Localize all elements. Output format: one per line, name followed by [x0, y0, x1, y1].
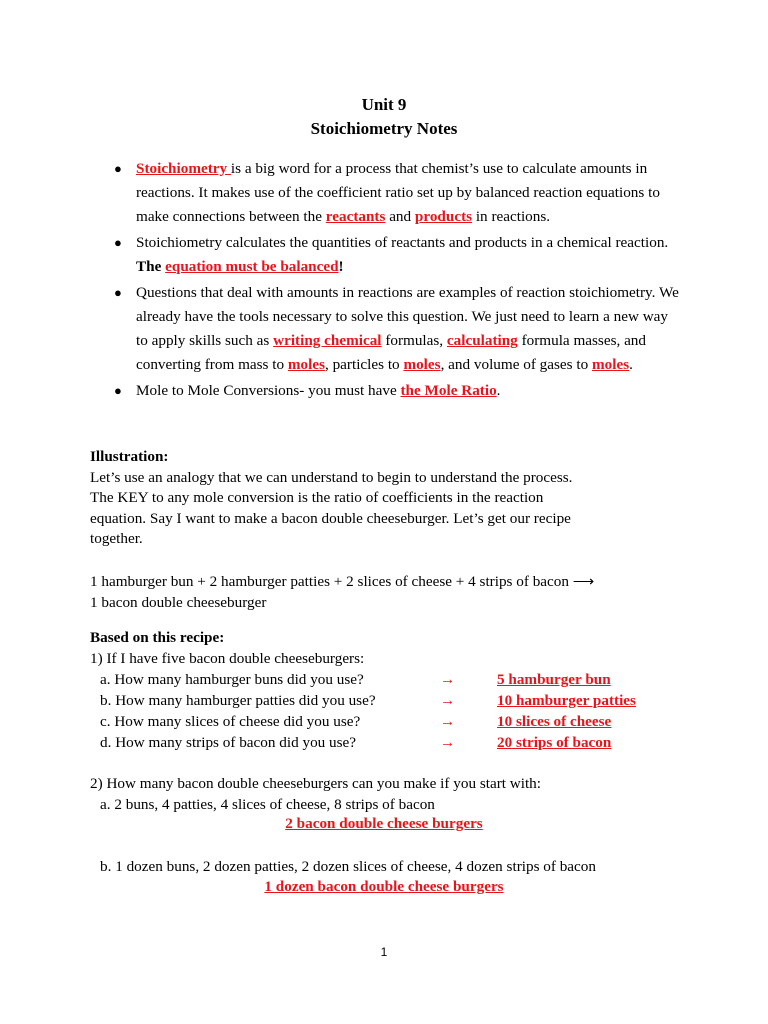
answer-1d: 20 strips of bacon: [497, 734, 612, 751]
unit-heading: Unit 9: [361, 95, 407, 114]
term-reactants: reactants: [325, 208, 386, 225]
recipe-product: 1 bacon double cheeseburger: [90, 594, 267, 611]
bullet-item: [112, 379, 682, 403]
question-1a: a. How many hamburger buns did you use?: [100, 671, 364, 688]
question-2b: b. 1 dozen buns, 2 dozen patties, 2 dozen slices of cheese, 4 dozen strips of bacon: [100, 858, 596, 875]
term-mole-ratio: the Mole Ratio: [400, 382, 497, 399]
answer-2b: 1 dozen bacon double cheese burgers: [264, 878, 504, 895]
page-number: 1: [380, 945, 388, 959]
bullet-text: formula masses, and converting from mass to: [136, 332, 646, 373]
bullet-text: and: [385, 208, 415, 225]
question-1c: c. How many slices of cheese did you use?: [100, 713, 361, 730]
question-1b: b. How many hamburger patties did you use?: [100, 692, 376, 709]
question-2: 2) How many bacon double cheeseburgers can you make if you start with:: [90, 775, 541, 792]
illustration-line: Let’s use an analogy that we can understand to begin to understand the process.: [90, 469, 573, 486]
page-title: Stoichiometry Notes: [310, 119, 458, 138]
term-moles: moles: [592, 356, 630, 373]
illustration-heading: Illustration:: [90, 448, 169, 465]
recipe-section-heading: Based on this recipe:: [90, 629, 225, 646]
bullet-text: is a big word for a process that chemist’s use to calculate amounts in reactions. It makes use of the coefficient ratio set up by balanced reaction equations to make connections between the: [136, 160, 660, 225]
bullet-icon: ●: [114, 161, 122, 176]
yields-arrow-icon: ⟶: [572, 573, 595, 590]
illustration-line: equation. Say I want to make a bacon double cheeseburger. Let’s get our recipe: [90, 510, 571, 527]
term-moles: moles: [403, 356, 441, 373]
arrow-icon: →: [440, 671, 456, 688]
bullet-item: [112, 231, 682, 279]
recipe-reactants: 1 hamburger bun + 2 hamburger patties + 2 slices of cheese + 4 strips of bacon: [90, 573, 569, 590]
bullet-text: Questions that deal with amounts in reactions are examples of reaction stoichiometry. We already have the tools necessary to solve this question. We just need to learn a new way to apply skills such as: [136, 284, 679, 349]
illustration-line: together.: [90, 530, 143, 547]
arrow-icon: →: [440, 713, 456, 730]
bullet-text-bold: The: [136, 258, 166, 275]
answer-1b: 10 hamburger patties: [497, 692, 636, 709]
bullet-text: Mole to Mole Conversions- you must have: [136, 382, 401, 399]
bullet-text: in reactions.: [472, 208, 551, 225]
term-equation-balanced: equation must be balanced: [165, 258, 339, 275]
bullet-text: .: [496, 382, 501, 399]
question-1d: d. How many strips of bacon did you use?: [100, 734, 357, 751]
question-1: 1) If I have five bacon double cheeseburgers:: [90, 650, 365, 667]
term-products: products: [414, 208, 473, 225]
notes-bullet-list: [112, 157, 682, 405]
question-2a: a. 2 buns, 4 patties, 4 slices of cheese, 8 strips of bacon: [100, 796, 435, 813]
term-moles: moles: [287, 356, 325, 373]
bullet-text: formulas,: [381, 332, 447, 349]
term-stoichiometry: Stoichiometry: [136, 160, 231, 177]
recipe-equation: [90, 571, 595, 592]
bullet-text: Stoichiometry calculates the quantities of reactants and products in a chemical reaction.: [136, 234, 669, 251]
bullet-item: [112, 157, 682, 229]
answer-1a: 5 hamburger bun: [497, 671, 611, 688]
term-calculating: calculating: [446, 332, 518, 349]
bullet-text: .: [629, 356, 633, 373]
arrow-icon: →: [440, 734, 456, 751]
bullet-text: , particles to: [324, 356, 404, 373]
answer-1c: 10 slices of cheese: [497, 713, 612, 730]
bullet-item: [112, 281, 682, 377]
term-writing-chemical: writing chemical: [273, 332, 382, 349]
bullet-icon: ●: [114, 285, 122, 300]
answer-2a: 2 bacon double cheese burgers: [285, 815, 483, 832]
bullet-text-bold: !: [338, 258, 344, 275]
illustration-line: The KEY to any mole conversion is the ratio of coefficients in the reaction: [90, 489, 544, 506]
bullet-icon: ●: [114, 383, 122, 398]
bullet-icon: ●: [114, 235, 122, 250]
arrow-icon: →: [440, 692, 456, 709]
bullet-text: , and volume of gases to: [440, 356, 592, 373]
